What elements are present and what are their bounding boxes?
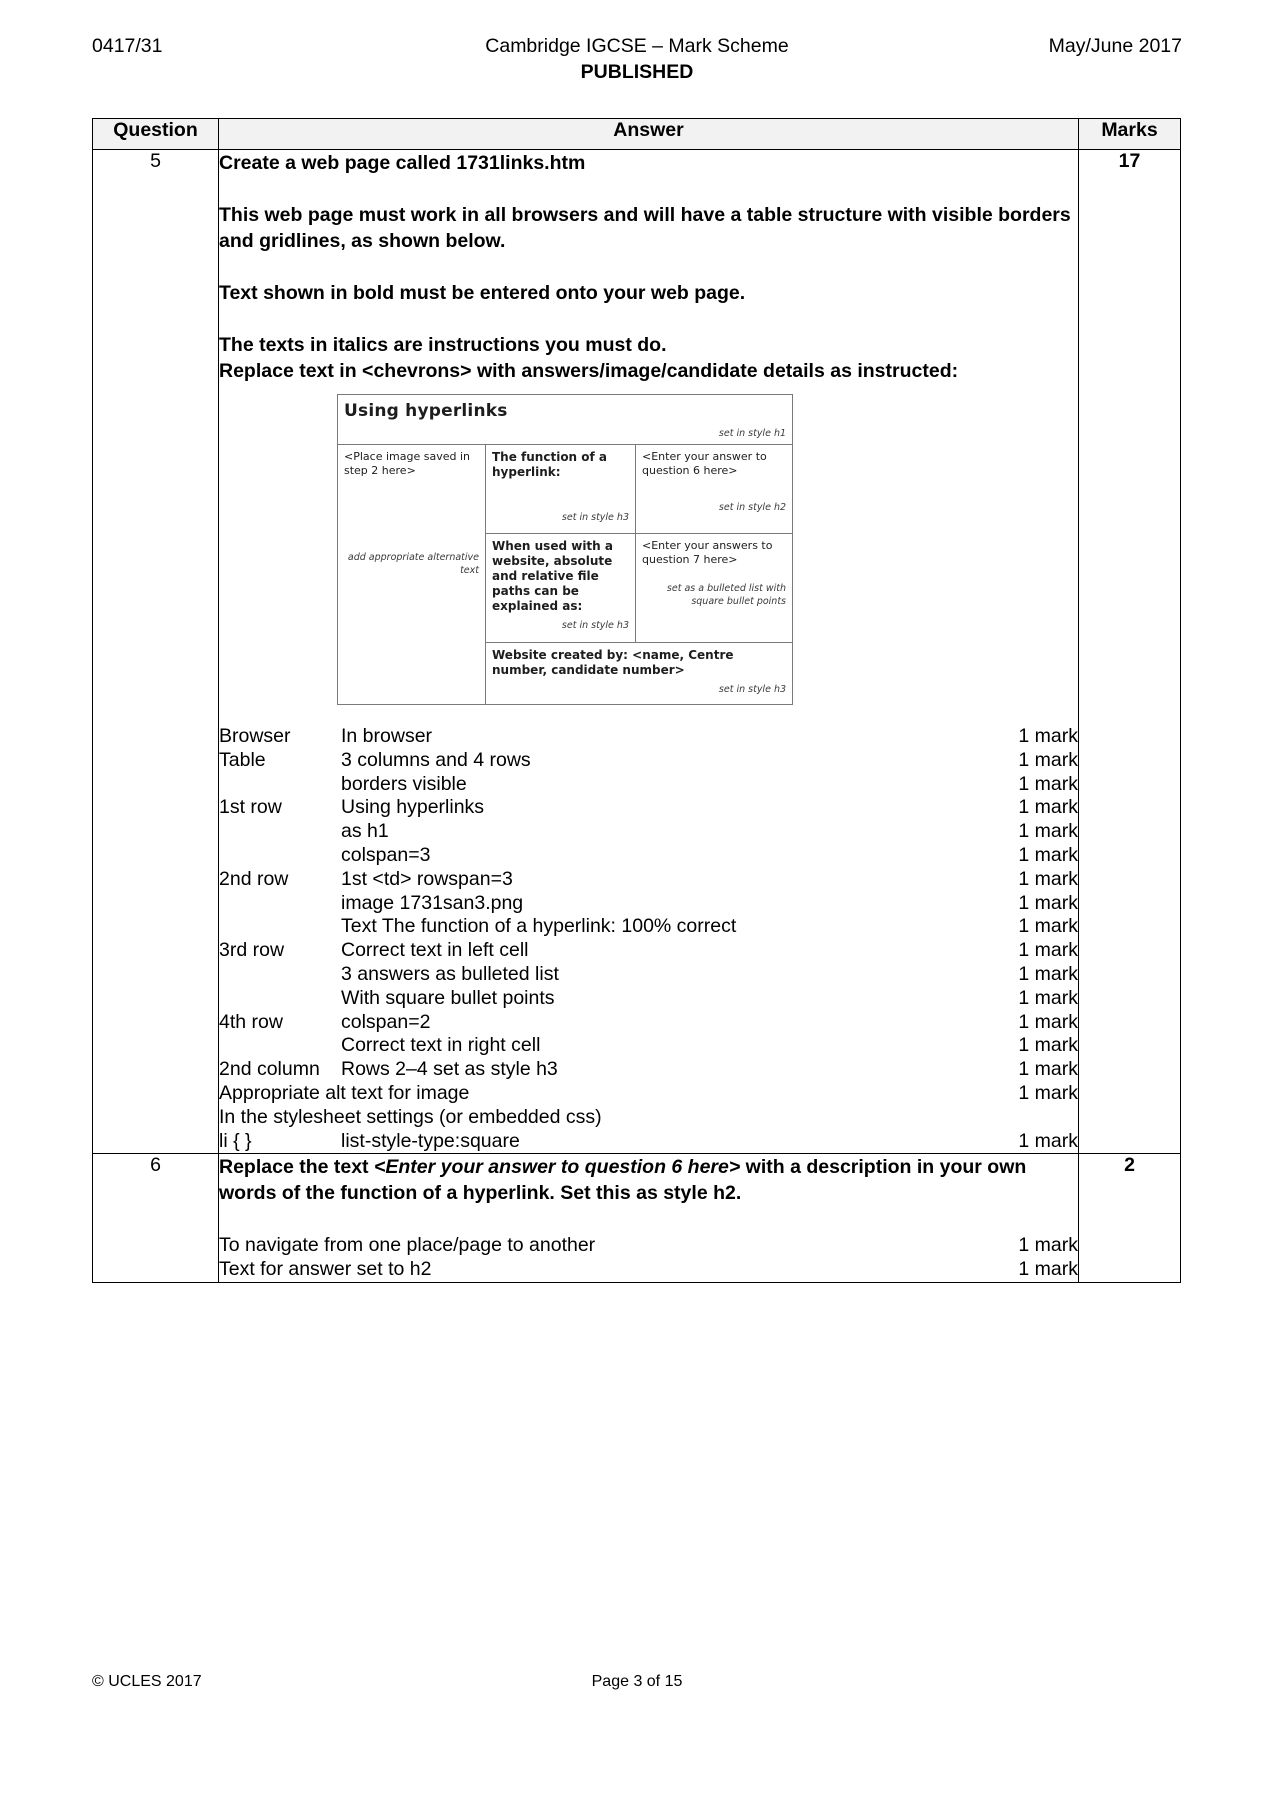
q6-statement-part2: with a description in your own words of the function of a hyperlink. Set this as style h2. (219, 1156, 1027, 1205)
criteria-row (219, 868, 1078, 892)
column-header-marks: Marks (1079, 119, 1181, 150)
mockup-cell-r4 (486, 643, 793, 705)
criteria-description: In browser (341, 725, 433, 747)
criteria-description: image 1731san3.png (341, 891, 524, 914)
criteria-row (219, 963, 1078, 987)
criteria-description: 3 columns and 4 rows (341, 748, 531, 771)
criteria-row (219, 844, 1078, 868)
table-header-row (93, 119, 1181, 150)
criteria-description: Correct text in left cell (341, 939, 529, 962)
criteria-label: Browser (219, 725, 291, 747)
mockup-r3c2-text: When used with a website, absolute and relative file paths can be explained as: (492, 539, 613, 614)
criteria-description: Rows 2–4 set as style h3 (341, 1058, 558, 1081)
criteria-mark: 1 mark (1018, 962, 1078, 985)
table-row (93, 150, 1181, 1154)
criteria-description: With square bullet points (341, 986, 555, 1009)
criteria-row (219, 1011, 1078, 1035)
criteria-mark: 1 mark (1018, 748, 1078, 771)
criteria-description: colspan=3 (341, 843, 431, 866)
column-header-question: Question (93, 119, 219, 150)
column-header-answer: Answer (219, 119, 1079, 150)
criteria-mark: 1 mark (1018, 1034, 1078, 1057)
mockup-cell-r2c3 (636, 445, 793, 534)
q6-statement-part1: Replace the text (219, 1156, 374, 1179)
criteria-mark: 1 mark (1018, 1081, 1078, 1104)
spacer (219, 254, 1078, 280)
mockup-r3c3-note: set as a bulleted list with square bullet points (666, 583, 787, 607)
criteria-row (219, 1058, 1078, 1082)
webpage-mockup-image (337, 394, 792, 705)
criteria-mark: 1 mark (1018, 1129, 1078, 1152)
mockup-title-note: set in style h1 (718, 428, 787, 439)
criteria-description: 1st <td> rowspan=3 (341, 867, 513, 890)
mockup-r4-note: set in style h3 (718, 684, 787, 696)
mockup-alt-text-note: add appropriate alternative text (347, 552, 479, 576)
criteria-label (219, 892, 341, 916)
criteria-row (219, 820, 1078, 844)
criteria-label (219, 963, 341, 987)
mockup-cell-r2c2 (486, 445, 636, 534)
criteria-mark: 1 mark (1018, 796, 1078, 819)
criteria-description: Text for answer set to h2 (219, 1258, 432, 1281)
criteria-label (219, 773, 341, 797)
criteria-mark: 1 mark (1018, 1234, 1078, 1257)
question-number-5: 5 (93, 150, 219, 1154)
table-row (93, 1154, 1181, 1283)
header-title: Cambridge IGCSE – Mark Scheme (485, 35, 789, 57)
mockup-cell-r3c2 (486, 534, 636, 643)
criteria-label: In the stylesheet settings (or embedded css) (219, 1105, 602, 1128)
mockup-r3c2-note: set in style h3 (561, 620, 629, 632)
criteria-mark: 1 mark (1018, 915, 1078, 938)
criteria-row (219, 725, 1078, 749)
spacer (219, 306, 1078, 332)
mockup-r2c2-text: The function of a hyperlink: (492, 450, 608, 479)
criteria-description: Using hyperlinks (341, 796, 485, 819)
criteria-row (219, 892, 1078, 916)
q5-paragraph-3: Text shown in bold must be entered onto your web page. (219, 282, 746, 304)
q5-paragraph-5: Replace text in <chevrons> with answers/image/candidate details as instructed: (219, 360, 959, 382)
criteria-row (219, 987, 1078, 1011)
criteria-mark: 1 mark (1018, 843, 1078, 866)
criteria-row (219, 1258, 1078, 1282)
question-number-6: 6 (93, 1154, 219, 1283)
criteria-description: To navigate from one place/page to another (219, 1234, 596, 1257)
mockup-row-1 (338, 395, 793, 445)
criteria-mark: 1 mark (1018, 939, 1078, 962)
criteria-row (219, 773, 1078, 797)
q6-statement-italic: <Enter your answer to question 6 here> (373, 1156, 741, 1179)
criteria-row (219, 1130, 1078, 1154)
criteria-label: 3rd row (219, 939, 285, 962)
criteria-row (219, 1034, 1078, 1058)
criteria-description: as h1 (341, 820, 389, 843)
criteria-mark: 1 mark (1018, 1258, 1078, 1281)
criteria-row (219, 1106, 1078, 1130)
criteria-label: 2nd row (219, 867, 289, 890)
q5-criteria-list (219, 725, 1078, 1153)
mockup-title-cell (338, 395, 793, 445)
mockup-r2c3-note: set in style h2 (718, 502, 787, 513)
criteria-label: Table (219, 748, 266, 771)
document-footer (92, 1672, 1182, 1696)
criteria-row (219, 1082, 1078, 1106)
q5-paragraph-4: The texts in italics are instructions you must do. (219, 334, 667, 356)
mockup-r2c2-note: set in style h3 (561, 512, 629, 523)
criteria-mark: 1 mark (1018, 1058, 1078, 1081)
criteria-mark: 1 mark (1018, 1010, 1078, 1033)
mockup-r3c3-text: <Enter your answers to question 7 here> (642, 539, 773, 567)
q5-paragraph-2: This web page must work in all browsers and will have a table structure with visible borders and gridlines, as shown below. (219, 204, 1071, 252)
answer-cell-q6 (219, 1154, 1079, 1283)
mockup-r2c3-text: <Enter your answer to question 6 here> (642, 450, 767, 477)
page-number: Page 3 of 15 (591, 1673, 683, 1690)
criteria-mark (901, 1106, 1078, 1130)
criteria-mark: 1 mark (1018, 867, 1078, 890)
criteria-row (219, 915, 1078, 939)
criteria-description: Correct text in right cell (341, 1034, 541, 1057)
criteria-description: Text The function of a hyperlink: 100% correct (341, 915, 737, 938)
published-label: PUBLISHED (580, 61, 694, 83)
answer-cell-q5 (219, 150, 1079, 1154)
criteria-description: colspan=2 (341, 1010, 431, 1033)
criteria-label: 1st row (219, 796, 282, 819)
criteria-label (219, 844, 341, 868)
criteria-label: li { } (219, 1129, 252, 1152)
spacer (219, 176, 1078, 202)
criteria-label: Appropriate alt text for image (219, 1081, 470, 1104)
q6-statement (219, 1154, 1078, 1206)
criteria-row (219, 939, 1078, 963)
marks-value-q5: 17 (1079, 150, 1181, 1154)
criteria-mark: 1 mark (1018, 891, 1078, 914)
mockup-r4-text: Website created by: <name, Centre number, candidate number> (492, 648, 734, 678)
q5-paragraph-1: Create a web page called 1731links.htm (219, 152, 586, 174)
criteria-row (219, 1234, 1078, 1258)
q6-criteria-list (219, 1234, 1078, 1282)
mark-scheme-table (92, 118, 1181, 1283)
marks-value-q6: 2 (1079, 1154, 1181, 1283)
criteria-label (219, 987, 341, 1011)
criteria-row (219, 796, 1078, 820)
mockup-title: Using hyperlinks (344, 401, 508, 421)
criteria-label: 4th row (219, 1010, 283, 1033)
paper-code: 0417/31 (92, 35, 163, 57)
criteria-mark: 1 mark (1018, 820, 1078, 843)
criteria-label (219, 915, 341, 939)
mockup-image-placeholder: <Place image saved in step 2 here> (344, 450, 470, 477)
criteria-mark: 1 mark (1018, 986, 1078, 1009)
document-header (92, 34, 1182, 94)
mockup-table (337, 394, 793, 705)
criteria-label: 2nd column (219, 1058, 320, 1081)
copyright-notice: © UCLES 2017 (92, 1673, 202, 1690)
mockup-row-2 (338, 445, 793, 534)
criteria-mark: 1 mark (1018, 725, 1078, 747)
criteria-description: 3 answers as bulleted list (341, 962, 559, 985)
criteria-mark: 1 mark (1018, 772, 1078, 795)
criteria-row (219, 749, 1078, 773)
criteria-description: list-style-type:square (341, 1129, 520, 1152)
criteria-description: borders visible (341, 772, 467, 795)
mockup-cell-r3c3 (636, 534, 793, 643)
criteria-label (219, 820, 341, 844)
criteria-label (219, 1034, 341, 1058)
mockup-image-cell (338, 445, 486, 705)
exam-session: May/June 2017 (1048, 35, 1182, 57)
